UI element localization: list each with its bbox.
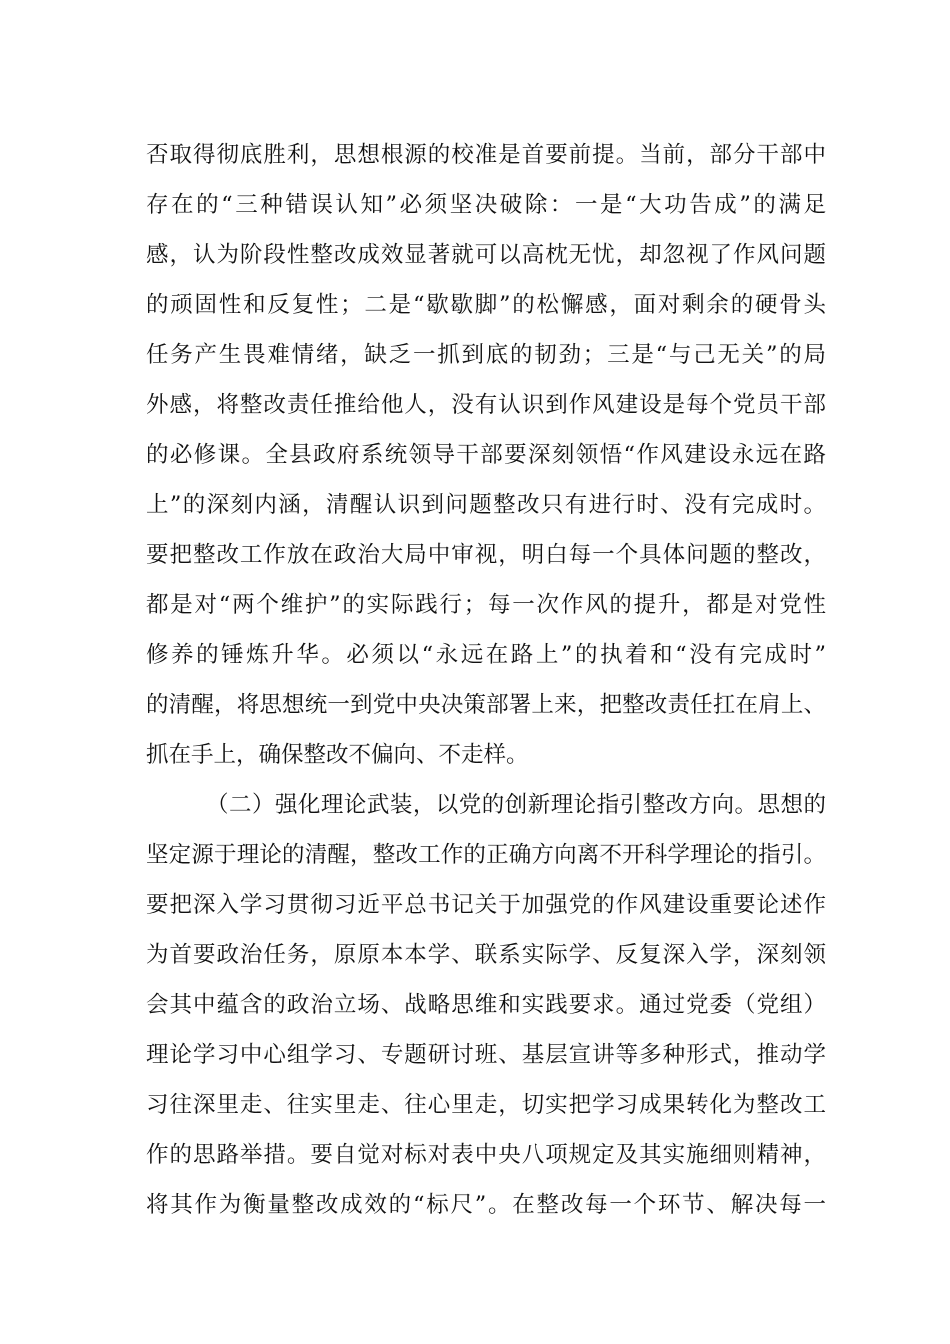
text-line: 都是对“两个维护”的实际践行；每一次作风的提升，都是对党性 — [146, 592, 826, 618]
text-line: 修养的锤炼升华。必须以“永远在路上”的执着和“没有完成时” — [146, 642, 826, 668]
text-line: 感，认为阶段性整改成效显著就可以高枕无忧，却忽视了作风问题 — [146, 242, 826, 268]
text-line: 的顽固性和反复性；二是“歇歇脚”的松懈感，面对剩余的硬骨头 — [146, 292, 826, 318]
text-line: 要把整改工作放在政治大局中审视，明白每一个具体问题的整改， — [146, 542, 826, 568]
text-line: 任务产生畏难情绪，缺乏一抓到底的韧劲；三是“与己无关”的局 — [146, 342, 826, 368]
text-line: 将其作为衡量整改成效的“标尺”。在整改每一个环节、解决每一 — [146, 1192, 826, 1218]
text-line-last: 抓在手上，确保整改不偏向、不走样。 — [146, 742, 529, 768]
text-line: 作的思路举措。要自觉对标对表中央八项规定及其实施细则精神， — [146, 1142, 826, 1168]
paragraph-1 — [146, 130, 826, 780]
paragraph-2 — [146, 780, 826, 1230]
document-body — [146, 130, 826, 1230]
text-line: 否取得彻底胜利，思想根源的校准是首要前提。当前，部分干部中 — [146, 142, 826, 168]
text-line: 的清醒，将思想统一到党中央决策部署上来，把整改责任扛在肩上、 — [146, 692, 826, 718]
text-line: 存在的“三种错误认知”必须坚决破除：一是“大功告成”的满足 — [146, 192, 826, 218]
text-line: 会其中蕴含的政治立场、战略思维和实践要求。通过党委（党组） — [146, 992, 826, 1018]
text-line: 坚定源于理论的清醒，整改工作的正确方向离不开科学理论的指引。 — [146, 842, 826, 868]
text-line: 要把深入学习贯彻习近平总书记关于加强党的作风建设重要论述作 — [146, 892, 826, 918]
text-line: 的必修课。全县政府系统领导干部要深刻领悟“作风建设永远在路 — [146, 442, 826, 468]
text-line: 上”的深刻内涵，清醒认识到问题整改只有进行时、没有完成时。 — [146, 492, 826, 518]
text-line: 外感，将整改责任推给他人，没有认识到作风建设是每个党员干部 — [146, 392, 826, 418]
text-line: 习往深里走、往实里走、往心里走，切实把学习成果转化为整改工 — [146, 1092, 826, 1118]
section-heading-line: （二）强化理论武装，以党的创新理论指引整改方向。思想的 — [206, 792, 826, 818]
text-line: 理论学习中心组学习、专题研讨班、基层宣讲等多种形式，推动学 — [146, 1042, 826, 1068]
text-line: 为首要政治任务，原原本本学、联系实际学、反复深入学，深刻领 — [146, 942, 826, 968]
